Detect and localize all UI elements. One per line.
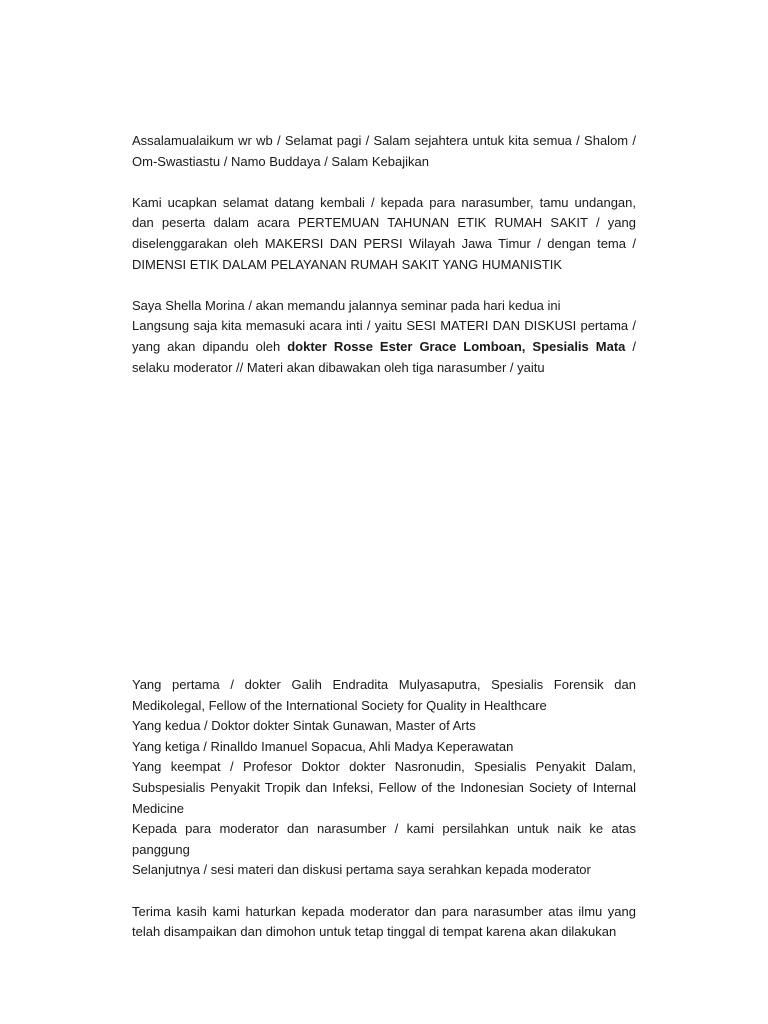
session-paragraph (132, 316, 636, 378)
welcome-paragraph: Kami ucapkan selamat datang kembali / kepada para narasumber, tamu undangan, dan peserta dalam acara PERTEMUAN TAHUNAN ETIK RUMAH SAKIT / yang diselenggarakan oleh MAKERSI DAN PERSI Wilayah Jawa Timur / dengan tema / DIMENSI ETIK DALAM PELAYANAN RUMAH SAKIT YANG HUMANISTIK (132, 194, 636, 272)
session-text-before: Langsung saja kita memasuki acara inti / yaitu SESI MATERI DAN DISKUSI pertama / yang akan dipandu oleh (132, 318, 636, 354)
handover-line: Selanjutnya / sesi materi dan diskusi pertama saya serahkan kepada moderator (132, 862, 591, 878)
moderator-name: dokter Rosse Ester Grace Lomboan, Spesialis Mata (287, 338, 626, 354)
speaker-fourth: Yang keempat / Profesor Doktor dokter Nasronudin, Spesialis Penyakit Dalam, Subspesialis Penyakit Tropik dan Infeksi, Fellow of the Indonesian Society of Internal Medicine (132, 759, 636, 816)
text-block-opening (132, 131, 636, 378)
closing-paragraph: Terima kasih kami haturkan kepada moderator dan para narasumber atas ilmu yang telah disampaikan dan dimohon untuk tetap tinggal di tempat karena akan dilakukan (132, 903, 636, 940)
speaker-first: Yang pertama / dokter Galih Endradita Mulyasaputra, Spesialis Forensik dan Medikolegal, Fellow of the International Society for Quality in Healthcare (132, 677, 636, 713)
speaker-second: Yang kedua / Doktor dokter Sintak Gunawan, Master of Arts (132, 718, 476, 734)
speaker-third: Yang ketiga / Rinalldo Imanuel Sopacua, Ahli Madya Keperawatan (132, 738, 514, 754)
invite-line: Kepada para moderator dan narasumber / kami persilahkan untuk naik ke atas panggung (132, 821, 636, 857)
session-text-after: / selaku moderator // Materi akan dibawakan oleh tiga narasumber / yaitu (132, 338, 636, 375)
greeting-paragraph: Assalamualaikum wr wb / Selamat pagi / Salam sejahtera untuk kita semua / Shalom / Om-Swastiastu / Namo Buddaya / Salam Kebajikan (132, 133, 636, 169)
intro-line: Saya Shella Morina / akan memandu jalannya seminar pada hari kedua ini (132, 297, 561, 313)
text-block-speakers (132, 675, 636, 943)
